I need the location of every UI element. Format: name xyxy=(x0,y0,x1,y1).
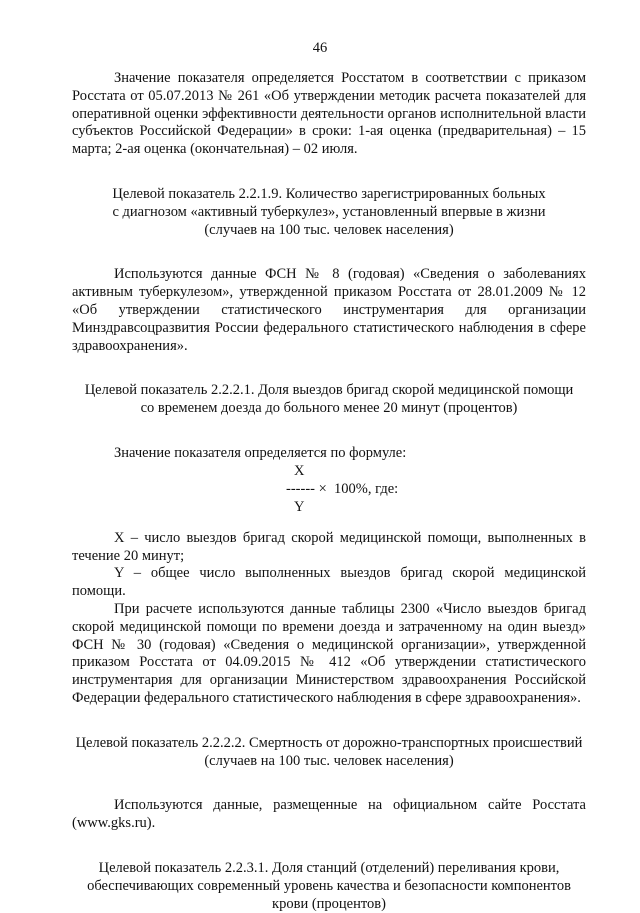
paragraph-x-definition: X – число выездов бригад скорой медицинской помощи, выполненных в течение 20 минут; xyxy=(72,530,586,566)
formula-numerator: X xyxy=(294,463,304,481)
heading-line: (случаев на 100 тыс. человек населения) xyxy=(72,753,586,771)
page-number: 46 xyxy=(0,40,640,57)
heading-line: обеспечивающих современный уровень качества и безопасности компонентов xyxy=(72,878,586,896)
heading-line: (случаев на 100 тыс. человек населения) xyxy=(72,222,586,240)
formula xyxy=(72,463,586,517)
paragraph-y-definition: Y – общее число выполненных выездов бригад скорой медицинской помощи. xyxy=(72,565,586,601)
formula-denominator: Y xyxy=(294,499,304,517)
heading-line: Целевой показатель 2.2.2.1. Доля выездов бригад скорой медицинской помощи xyxy=(72,382,586,400)
paragraph-gks-site: Используются данные, размещенные на официальном сайте Росстата (www.gks.ru). xyxy=(72,797,586,833)
heading-indicator-2-2-1-9 xyxy=(72,186,586,239)
heading-indicator-2-2-3-1 xyxy=(72,860,586,913)
heading-line: Целевой показатель 2.2.1.9. Количество зарегистрированных больных xyxy=(72,186,586,204)
heading-indicator-2-2-2-2 xyxy=(72,735,586,771)
heading-indicator-2-2-2-1 xyxy=(72,382,586,418)
heading-line: Целевой показатель 2.2.3.1. Доля станций (отделений) переливания крови, xyxy=(72,860,586,878)
paragraph-formula-intro: Значение показателя определяется по формуле: xyxy=(72,445,586,463)
heading-line: Целевой показатель 2.2.2.2. Смертность от дорожно-транспортных происшествий xyxy=(72,735,586,753)
heading-line: со временем доезда до больного менее 20 минут (процентов) xyxy=(72,400,586,418)
paragraph-table-2300: При расчете используются данные таблицы 2300 «Число выездов бригад скорой медицинской помощи по времени доезда и затраченному на один выезд» ФСН № 30 (годовая) «Сведения о медицинской организации», утвержденной приказом Росстата от 04.09.2015 № 412 «Об утверждении статистического инструментария для организации Министерством здравоохранения Российской Федерации федерального статистического наблюдения в сфере здравоохранения». xyxy=(72,601,586,708)
formula-fraction-line: ------ × 100%, где: xyxy=(286,481,398,499)
paragraph-fsn-8: Используются данные ФСН № 8 (годовая) «Сведения о заболеваниях активным туберкулезом», утвержденной приказом Росстата от 28.01.2009 № 12 «Об утверждении статистического инструментария для организации Минздравсоцразвития России федерального статистического наблюдения в сфере здравоохранения». xyxy=(72,266,586,355)
document-body xyxy=(72,70,586,913)
paragraph-methodology-rosstat: Значение показателя определяется Росстатом в соответствии с приказом Росстата от 05.07.2013 № 261 «Об утверждении методик расчета показателей для оперативной оценки эффективности деятельности органов исполнительной власти субъектов Российской Федерации» в сроки: 1-ая оценка (предварительная) – 15 марта; 2-ая оценка (окончательная) – 02 июля. xyxy=(72,70,586,159)
heading-line: с диагнозом «активный туберкулез», установленный впервые в жизни xyxy=(72,204,586,222)
heading-line: крови (процентов) xyxy=(72,896,586,913)
